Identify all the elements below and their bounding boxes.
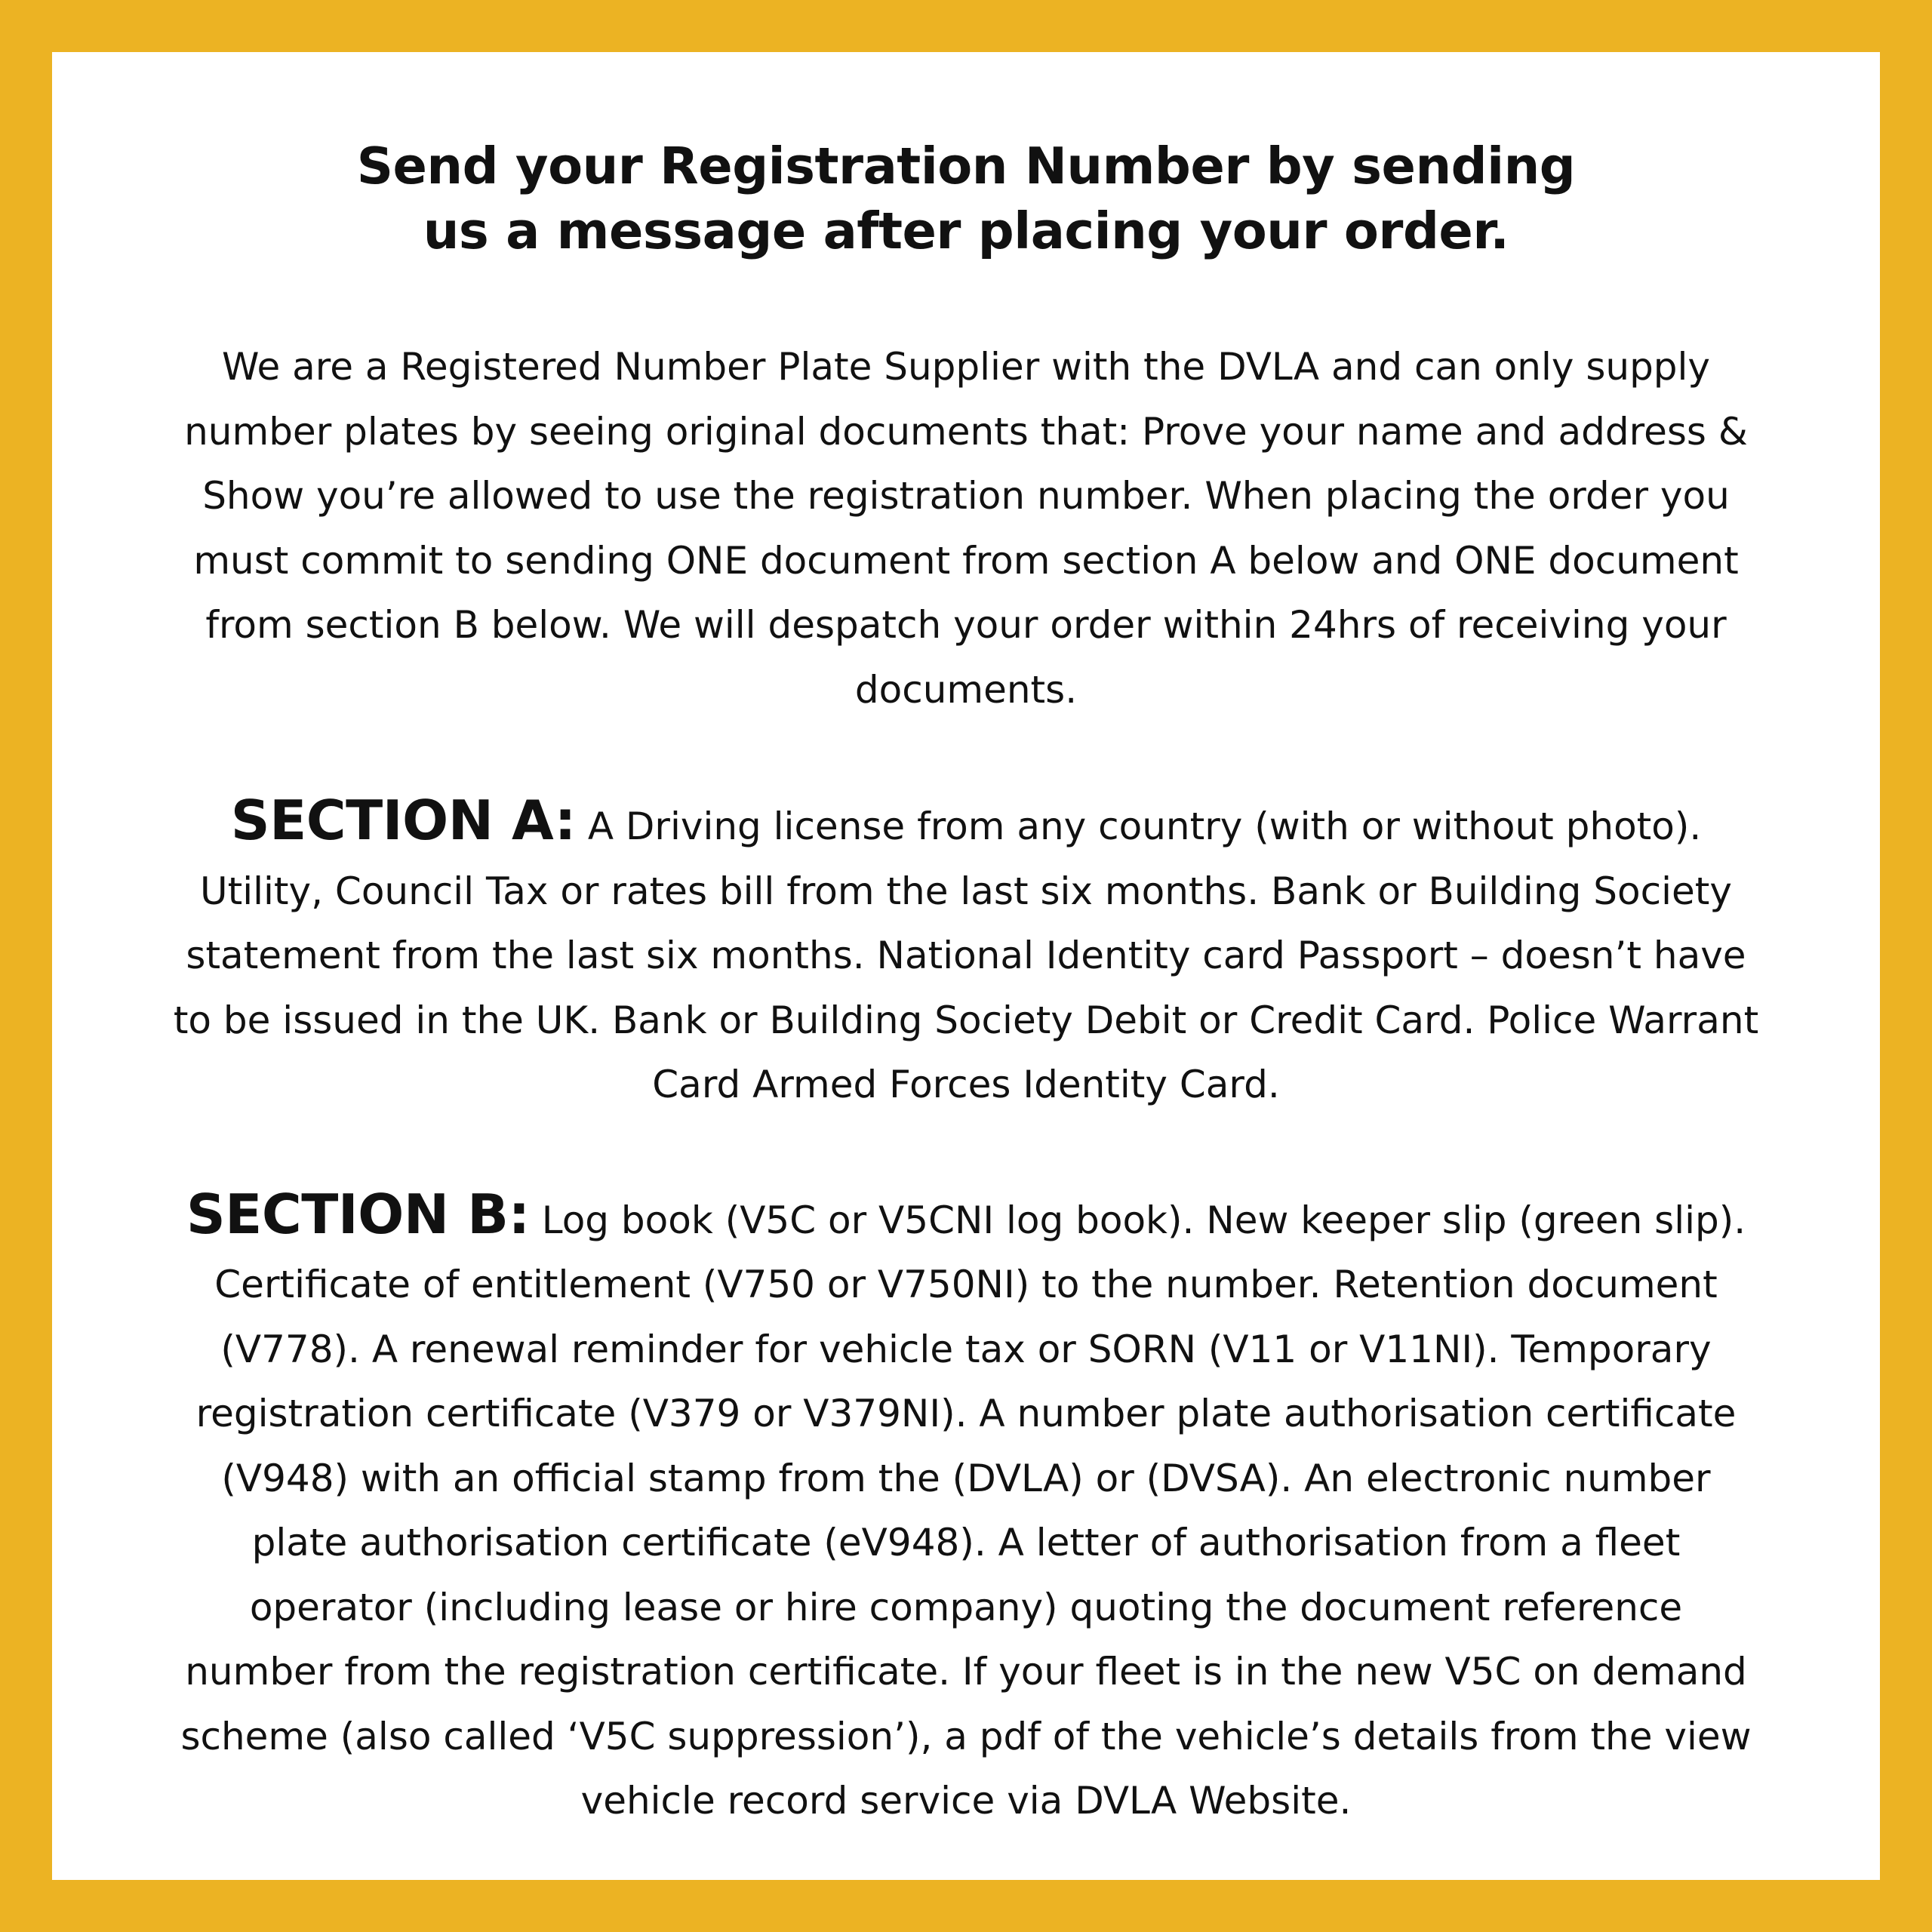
section-a [173,789,1759,1118]
section-b-text: Log book (V5C or V5CNI log book). New keeper slip (green slip). Certificate of entitlement (V750 or V750NI) to the number. Retention document (V778). A renewal reminder for vehicle tax or SORN (V11 or V11NI). Temporary registration certificate (V379 or V379NI). A number plate authorisation certificate (V948) with an official stamp from the (DVLA) or (DVSA). An electronic number plate authorisation certificate (eV948). A letter of authorisation from a fleet operator (including lease or hire company) quoting the document reference number from the registration certificate. If your fleet is in the new V5C on demand scheme (also called ‘V5C suppression’), a pdf of the vehicle’s details from the view vehicle record service via DVLA Website. [180,1198,1752,1823]
section-a-label: SECTION A: [230,789,576,852]
section-b-label: SECTION B: [186,1182,530,1246]
page-title-line-1: Send your Registration Number by sending [356,137,1576,195]
page-title [173,134,1759,263]
page-title-line-2: us a message after placing your order. [423,202,1509,260]
intro-paragraph: We are a Registered Number Plate Supplier with the DVLA and can only supply number plates by seeing original documents that: Prove your name and address & Show you’re allowed to use the registration number. When placing the order you must commit to sending ONE document from section A below and ONE document from section B below. We will despatch your order within 24hrs of receiving your documents. [184,345,1748,712]
section-b [173,1183,1759,1834]
section-a-text: A Driving license from any country (with or without photo). Utility, Council Tax or rates bill from the last six months. Bank or Building Society statement from the last six months. National Identity card Passport – doesn’t have to be issued in the UK. Bank or Building Society Debit or Credit Card. Police Warrant Card Armed Forces Identity Card. [173,804,1759,1106]
content-panel [52,52,1880,1880]
